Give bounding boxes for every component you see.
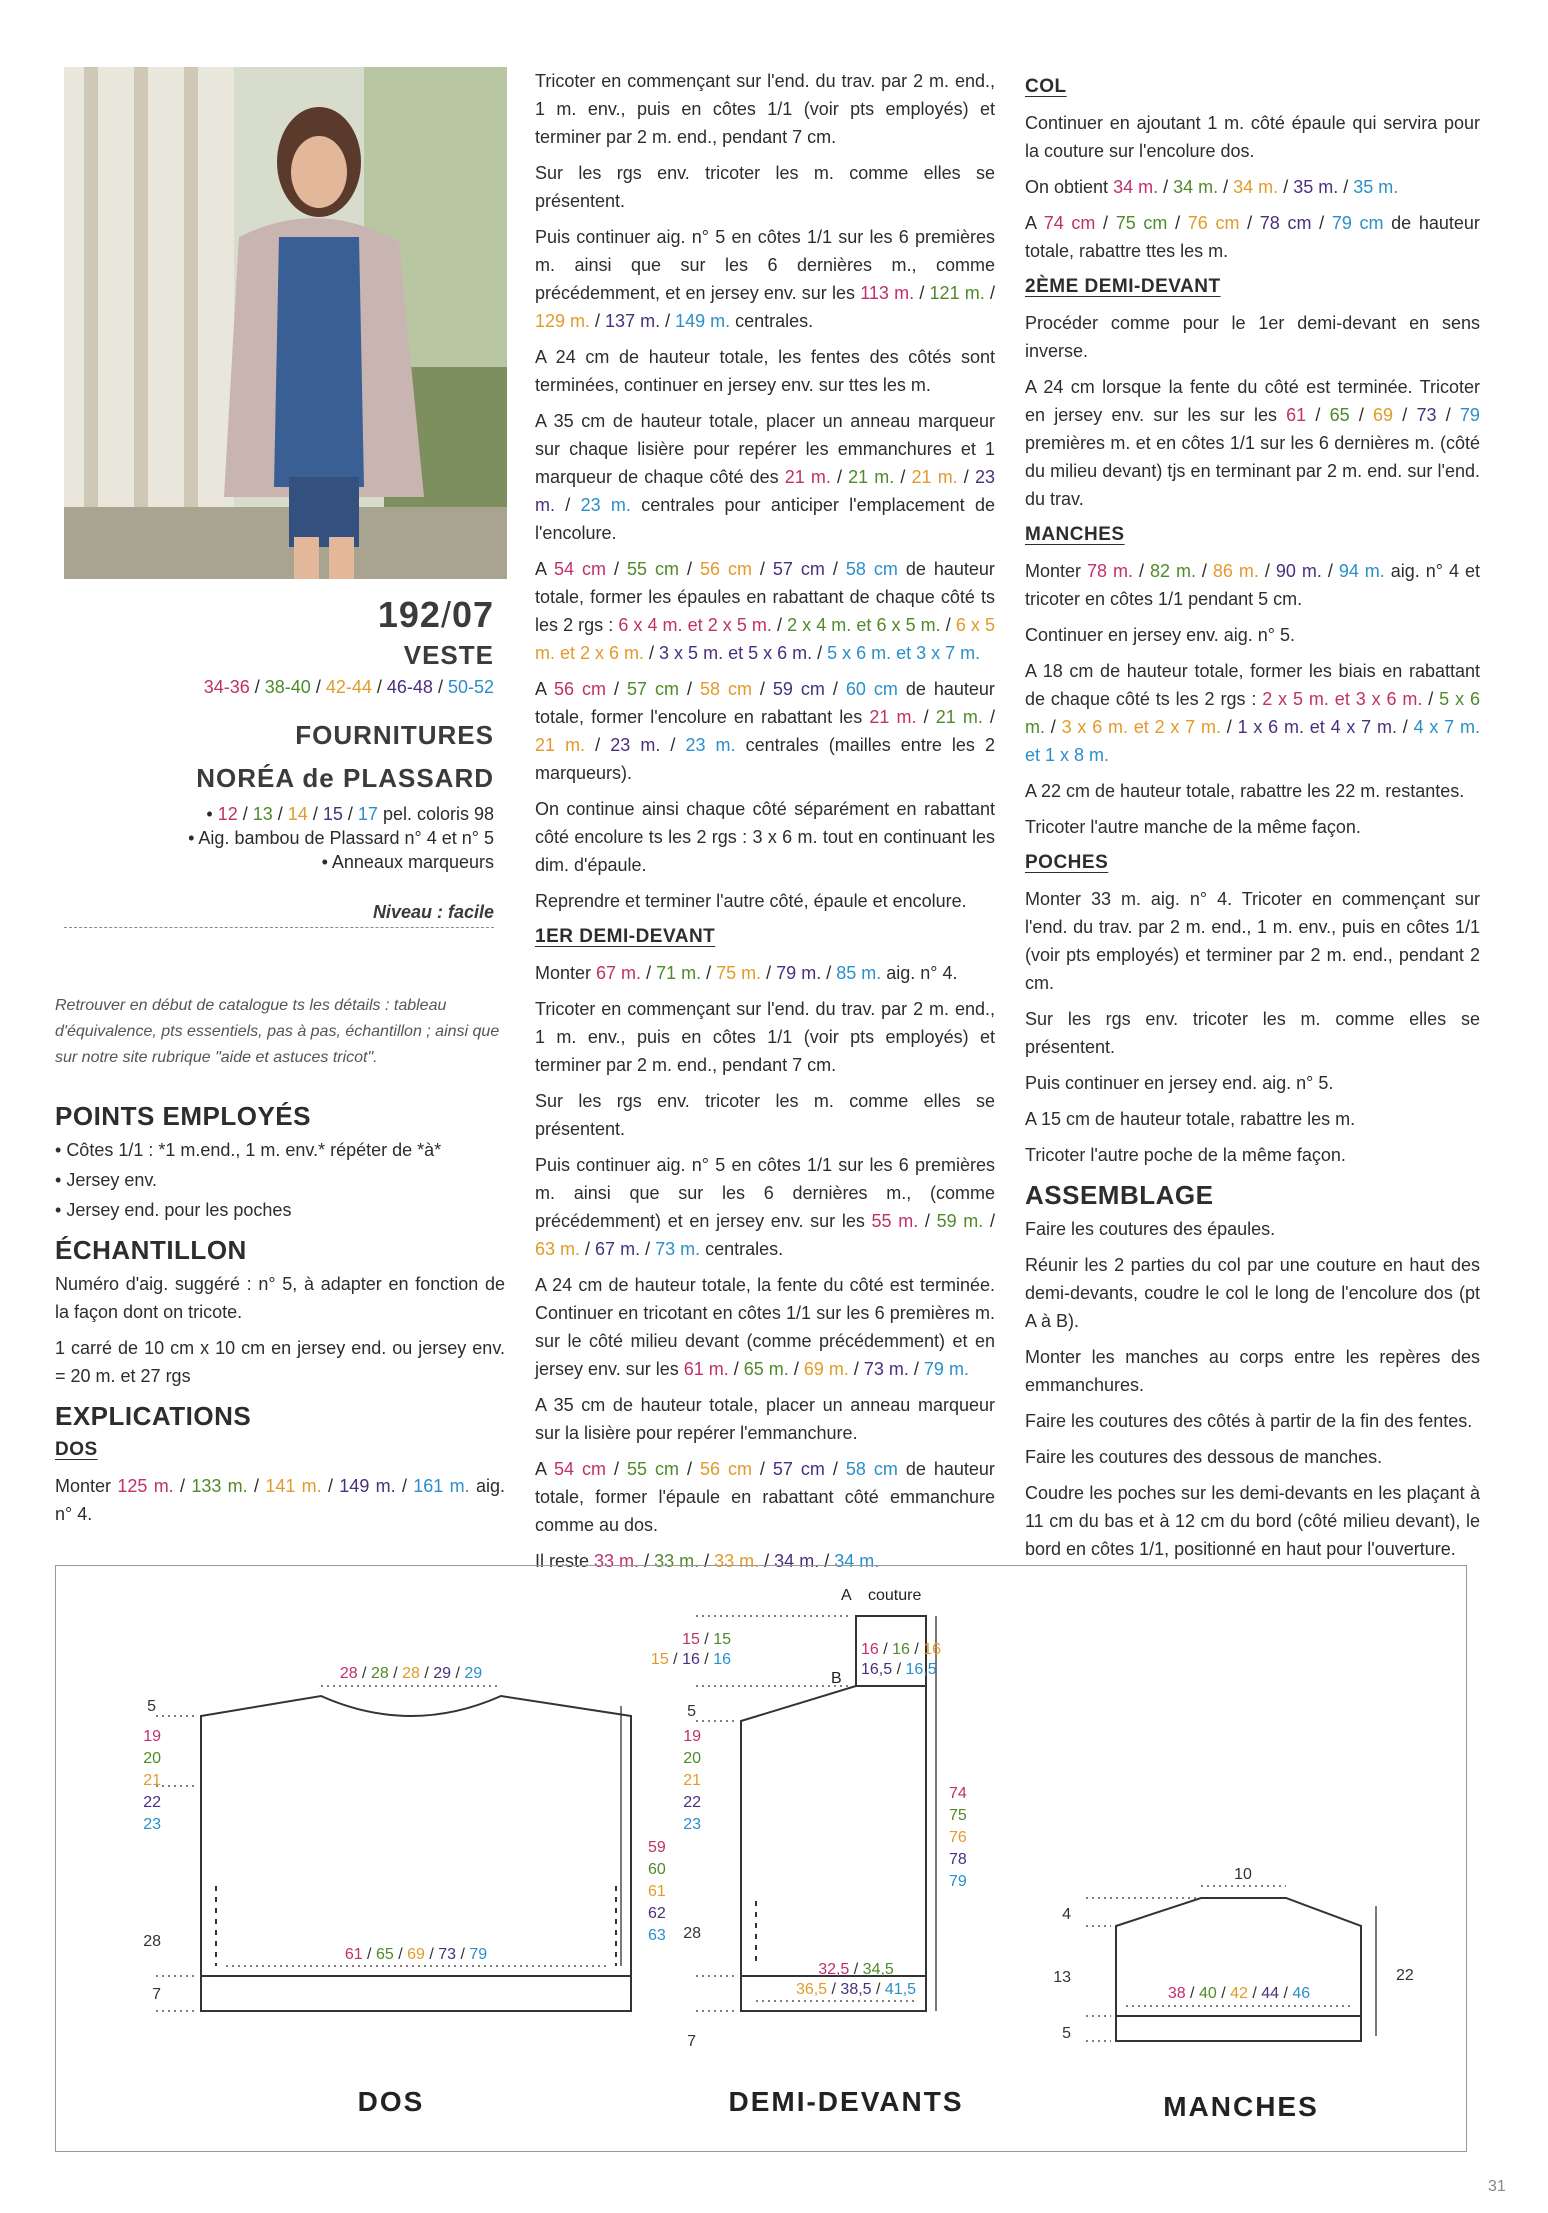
dos-h-5: 23	[143, 1816, 161, 1833]
instruction-paragraph: Monter 67 m. / 71 m. / 75 m. / 79 m. / 85 m. aig. n° 4.	[535, 963, 958, 983]
dos-label: DOS	[357, 2086, 425, 2117]
instruction-paragraph: Monter 33 m. aig. n° 4. Tricoter en commençant sur l'end. du trav. par 2 m. end., 1 m. env., puis en côtes 1/1 (voir pts employés) et terminer par 2 m. end., pendant 2 cm.	[1025, 889, 1480, 993]
dos-h-7: 7	[152, 1986, 161, 2003]
demi2-title: 2ÈME DEMI-DEVANT	[1025, 276, 1221, 297]
yarn-name: NORÉA de PLASSARD	[196, 763, 494, 793]
demi-h-1: 19	[683, 1728, 701, 1745]
column-middle	[535, 67, 995, 1583]
point-item: • Côtes 1/1 : *1 m.end., 1 m. env.* répéter de *à*	[55, 1140, 442, 1160]
instruction-paragraph: Puis continuer en jersey end. aig. n° 5.	[1025, 1073, 1334, 1093]
instruction-paragraph: A 18 cm de hauteur totale, former les biais en rabattant de chaque côté ts les 2 rgs : 2 x 5 m. et 3 x 6 m. / 5 x 6 m. / 3 x 6 m. et 2 x 7 m. / 1 x 6 m. et 4 x 7 m. / 4 x 7 m. et 1 x 8 m.	[1025, 661, 1480, 765]
supply-list	[64, 802, 494, 874]
instruction-paragraph: Procéder comme pour le 1er demi-devant en sens inverse.	[1025, 313, 1480, 361]
instruction-paragraph: Tricoter en commençant sur l'end. du trav. par 2 m. end., 1 m. env., puis en côtes 1/1 (voir pts employés) et terminer par 2 m. end., pendant 7 cm.	[535, 999, 995, 1075]
manche-h-5: 5	[1062, 2025, 1071, 2042]
dos-pattern	[201, 1696, 631, 2011]
demi-h-5: 23	[683, 1816, 701, 1833]
supply-balls: • 12 / 13 / 14 / 15 / 17 pel. coloris 98	[206, 804, 494, 824]
col-height-1: 16 / 16 / 16	[861, 1641, 942, 1658]
instruction-paragraph: Sur les rgs env. tricoter les m. comme elles se présentent.	[1025, 1009, 1480, 1057]
instruction-paragraph: Sur les rgs env. tricoter les m. comme elles se présentent.	[535, 1091, 995, 1139]
dos-title: DOS	[55, 1439, 98, 1460]
instruction-paragraph: Puis continuer aig. n° 5 en côtes 1/1 sur les 6 premières m. ainsi que sur les 6 dernières m., (comme précédemment) et en jersey env. sur les 55 m. / 59 m. / 63 m. / 67 m. / 73 m. centrales.	[535, 1155, 995, 1259]
page-number: 31	[1488, 2178, 1506, 2195]
demi-total-5: 79	[949, 1873, 967, 1890]
assemblage-step: Coudre les poches sur les demi-devants en les plaçant à 11 cm du bas et à 12 cm du bord (côté milieu devant), le bord en côtes 1/1, positionné en haut pour l'ouverture.	[1025, 1483, 1480, 1559]
instruction-paragraph: Tricoter l'autre manche de la même façon.	[1025, 817, 1361, 837]
dos-h-28: 28	[143, 1933, 161, 1950]
demi-total-2: 75	[949, 1807, 967, 1824]
col-title: COL	[1025, 76, 1067, 97]
model-photo	[64, 67, 507, 579]
model-number: 192/07	[377, 594, 494, 635]
dos-h-top: 5	[147, 1698, 156, 1715]
points-title: POINTS EMPLOYÉS	[55, 1101, 311, 1131]
col-width-1: 15 / 15	[682, 1631, 731, 1648]
demi-h-top: 5	[687, 1703, 696, 1720]
demi1-title: 1ER DEMI-DEVANT	[535, 926, 716, 947]
echantillon-text: Numéro d'aig. suggéré : n° 5, à adapter en fonction de la façon dont on tricote.	[55, 1274, 505, 1322]
assemblage-step: Faire les coutures des côtés à partir de la fin des fentes.	[1025, 1411, 1473, 1431]
garment-name: VESTE	[403, 640, 494, 670]
col-height-2: 16,5 / 16,5	[861, 1661, 937, 1678]
couture-label: couture	[868, 1587, 922, 1604]
instruction-paragraph: A 35 cm de hauteur totale, placer un anneau marqueur sur la lisière pour repérer l'emmanchure.	[535, 1395, 995, 1443]
assemblage-step: Monter les manches au corps entre les repères des emmanchures.	[1025, 1347, 1480, 1395]
dos-h-2: 20	[143, 1750, 161, 1767]
manche-bottom-width: 38 / 40 / 42 / 44 / 46	[1167, 1985, 1311, 2002]
instruction-paragraph: Continuer en jersey env. aig. n° 5.	[1025, 625, 1296, 645]
manche-total-height: 22	[1396, 1967, 1414, 1984]
assemblage-title: ASSEMBLAGE	[1025, 1180, 1214, 1210]
instruction-paragraph: Tricoter en commençant sur l'end. du trav. par 2 m. end., 1 m. env., puis en côtes 1/1 (voir pts employés) et terminer par 2 m. end., pendant 7 cm.	[535, 71, 995, 147]
dos-bottom-width: 61 / 65 / 69 / 73 / 79	[344, 1946, 488, 1963]
manches-label: MANCHES	[1163, 2091, 1319, 2122]
instruction-paragraph: Il reste 33 m. / 33 m. / 33 m. / 34 m. / 34 m.	[535, 1551, 880, 1571]
dos-h-3: 21	[143, 1772, 161, 1789]
instruction-paragraph: Puis continuer aig. n° 5 en côtes 1/1 sur les 6 premières m. ainsi que sur les 6 dernières m., comme précédemment, et en jersey env. sur les 113 m. / 121 m. / 129 m. / 137 m. / 149 m. centrales.	[535, 227, 995, 331]
col-width-2: 15 / 16 / 16	[650, 1651, 731, 1668]
demi-h-28: 28	[683, 1925, 701, 1942]
manche-h-4: 4	[1062, 1906, 1071, 1923]
pattern-header	[64, 586, 494, 874]
demi-h-7: 7	[687, 2033, 696, 2050]
photo-illustration	[64, 67, 507, 579]
point-a: A	[841, 1587, 852, 1604]
explications-title: EXPLICATIONS	[55, 1401, 252, 1431]
demi-bottom-2: 36,5 / 38,5 / 41,5	[795, 1981, 917, 1998]
catalogue-note: Retrouver en début de catalogue ts les détails : tableau d'équivalence, pts essentiels, pas à pas, échantillon ; ainsi que sur notre site rubrique "aide et astuces tricot".	[55, 997, 500, 1066]
manche-top-width: 10	[1234, 1866, 1252, 1883]
instruction-paragraph: Sur les rgs env. tricoter les m. comme elles se présentent.	[535, 163, 995, 211]
instruction-paragraph: A 74 cm / 75 cm / 76 cm / 78 cm / 79 cm de hauteur totale, rabattre ttes les m.	[1025, 213, 1480, 261]
point-item: • Jersey env.	[55, 1170, 158, 1190]
demi-devants-label: DEMI-DEVANTS	[728, 2086, 964, 2117]
instruction-paragraph: A 56 cm / 57 cm / 58 cm / 59 cm / 60 cm de hauteur totale, former l'encolure en rabattant les 21 m. / 21 m. / 21 m. / 23 m. / 23 m. centrales (mailles entre les 2 marqueurs).	[535, 679, 995, 783]
demi-h-2: 20	[683, 1750, 701, 1767]
demi-total-1: 74	[949, 1785, 967, 1802]
manches-title: MANCHES	[1025, 524, 1125, 545]
dos-total-4: 62	[648, 1905, 666, 1922]
instruction-paragraph: Tricoter l'autre poche de la même façon.	[1025, 1145, 1346, 1165]
demi-h-4: 22	[683, 1794, 701, 1811]
instruction-paragraph: A 54 cm / 55 cm / 56 cm / 57 cm / 58 cm de hauteur totale, former l'épaule en rabattant côté emmanchure comme au dos.	[535, 1459, 995, 1535]
instruction-paragraph: A 35 cm de hauteur totale, placer un anneau marqueur sur chaque lisière pour repérer les emmanchures et 1 marqueur de chaque côté des 21 m. / 21 m. / 21 m. / 23 m. / 23 m. centrales pour anticiper l'emplacement de l'encolure.	[535, 411, 995, 543]
instruction-paragraph: A 24 cm de hauteur totale, les fentes des côtés sont terminées, continuer en jersey env. sur ttes les m.	[535, 347, 995, 395]
dos-top-width: 28 / 28 / 28 / 29 / 29	[339, 1665, 483, 1682]
demi-total-3: 76	[949, 1829, 967, 1846]
echantillon-text: 1 carré de 10 cm x 10 cm en jersey end. ou jersey env. = 20 m. et 27 rgs	[55, 1338, 505, 1386]
point-item: • Jersey end. pour les poches	[55, 1200, 292, 1220]
poches-title: POCHES	[1025, 852, 1109, 873]
dos-h-1: 19	[143, 1728, 161, 1745]
dos-total-2: 60	[648, 1861, 666, 1878]
assemblage-step: Réunir les 2 parties du col par une couture en haut des demi-devants, coudre le col le long de l'encolure dos (pt A à B).	[1025, 1255, 1480, 1331]
point-b: B	[831, 1670, 842, 1687]
dos-h-4: 22	[143, 1794, 161, 1811]
supply-markers: • Anneaux marqueurs	[321, 852, 494, 872]
instruction-paragraph: A 54 cm / 55 cm / 56 cm / 57 cm / 58 cm de hauteur totale, former les épaules en rabattant de chaque côté ts les 2 rgs : 6 x 4 m. et 2 x 5 m. / 2 x 4 m. et 6 x 5 m. / 6 x 5 m. et 2 x 6 m. / 3 x 5 m. et 5 x 6 m. / 5 x 6 m. et 3 x 7 m.	[535, 559, 995, 663]
assemblage-step: Faire les coutures des épaules.	[1025, 1219, 1276, 1239]
demi-bottom-1: 32,5 / 34,5	[818, 1961, 894, 1978]
dos-total-5: 63	[648, 1927, 666, 1944]
demi-total-4: 78	[949, 1851, 967, 1868]
echantillon-title: ÉCHANTILLON	[55, 1235, 247, 1265]
instruction-paragraph: A 24 cm lorsque la fente du côté est terminée. Tricoter en jersey env. sur les sur les 61 / 65 / 69 / 73 / 79 premières m. et en côtes 1/1 sur les 6 dernières m. (côté du milieu devant) tjs en terminant par 2 m. end. sur l'end. du trav.	[1025, 377, 1480, 509]
instruction-paragraph: A 22 cm de hauteur totale, rabattre les 22 m. restantes.	[1025, 781, 1465, 801]
supply-needles: • Aig. bambou de Plassard n° 4 et n° 5	[188, 828, 494, 848]
manche-h-13: 13	[1053, 1969, 1071, 1986]
dos-text: Monter 125 m. / 133 m. / 141 m. / 149 m. / 161 m. aig. n° 4.	[55, 1476, 505, 1524]
demi-h-3: 21	[683, 1772, 701, 1789]
schema-panel	[55, 1565, 1467, 2152]
schema-drawing	[56, 1566, 1466, 2151]
dos-total-1: 59	[648, 1839, 666, 1856]
instruction-paragraph: Monter 78 m. / 82 m. / 86 m. / 90 m. / 94 m. aig. n° 4 et tricoter en côtes 1/1 pendant 5 cm.	[1025, 561, 1480, 609]
dos-total-3: 61	[648, 1883, 666, 1900]
instruction-paragraph: Reprendre et terminer l'autre côté, épaule et encolure.	[535, 891, 967, 911]
difficulty-level: Niveau : facile	[64, 902, 494, 928]
column-right	[1025, 67, 1480, 1571]
supplies-title: FOURNITURES	[295, 720, 494, 750]
size-list: 34-36 / 38-40 / 42-44 / 46-48 / 50-52	[203, 677, 494, 697]
instruction-paragraph: A 24 cm de hauteur totale, la fente du côté est terminée. Continuer en tricotant en côtes 1/1 sur les 6 premières m. sur le côté milieu devant (comme précédemment) et en jersey env. sur les 61 m. / 65 m. / 69 m. / 73 m. / 79 m.	[535, 1275, 995, 1379]
instruction-paragraph: On continue ainsi chaque côté séparément en rabattant côté encolure ts les 2 rgs : 3 x 6 m. tout en continuant les dim. d'épaule.	[535, 799, 995, 875]
manche-pattern	[1116, 1898, 1361, 2041]
column-left	[55, 1090, 505, 1536]
assemblage-step: Faire les coutures des dessous de manches.	[1025, 1447, 1383, 1467]
instruction-paragraph: Continuer en ajoutant 1 m. côté épaule qui servira pour la couture sur l'encolure dos.	[1025, 113, 1480, 161]
instruction-paragraph: A 15 cm de hauteur totale, rabattre les m.	[1025, 1109, 1356, 1129]
instruction-paragraph: On obtient 34 m. / 34 m. / 34 m. / 35 m. / 35 m.	[1025, 177, 1399, 197]
